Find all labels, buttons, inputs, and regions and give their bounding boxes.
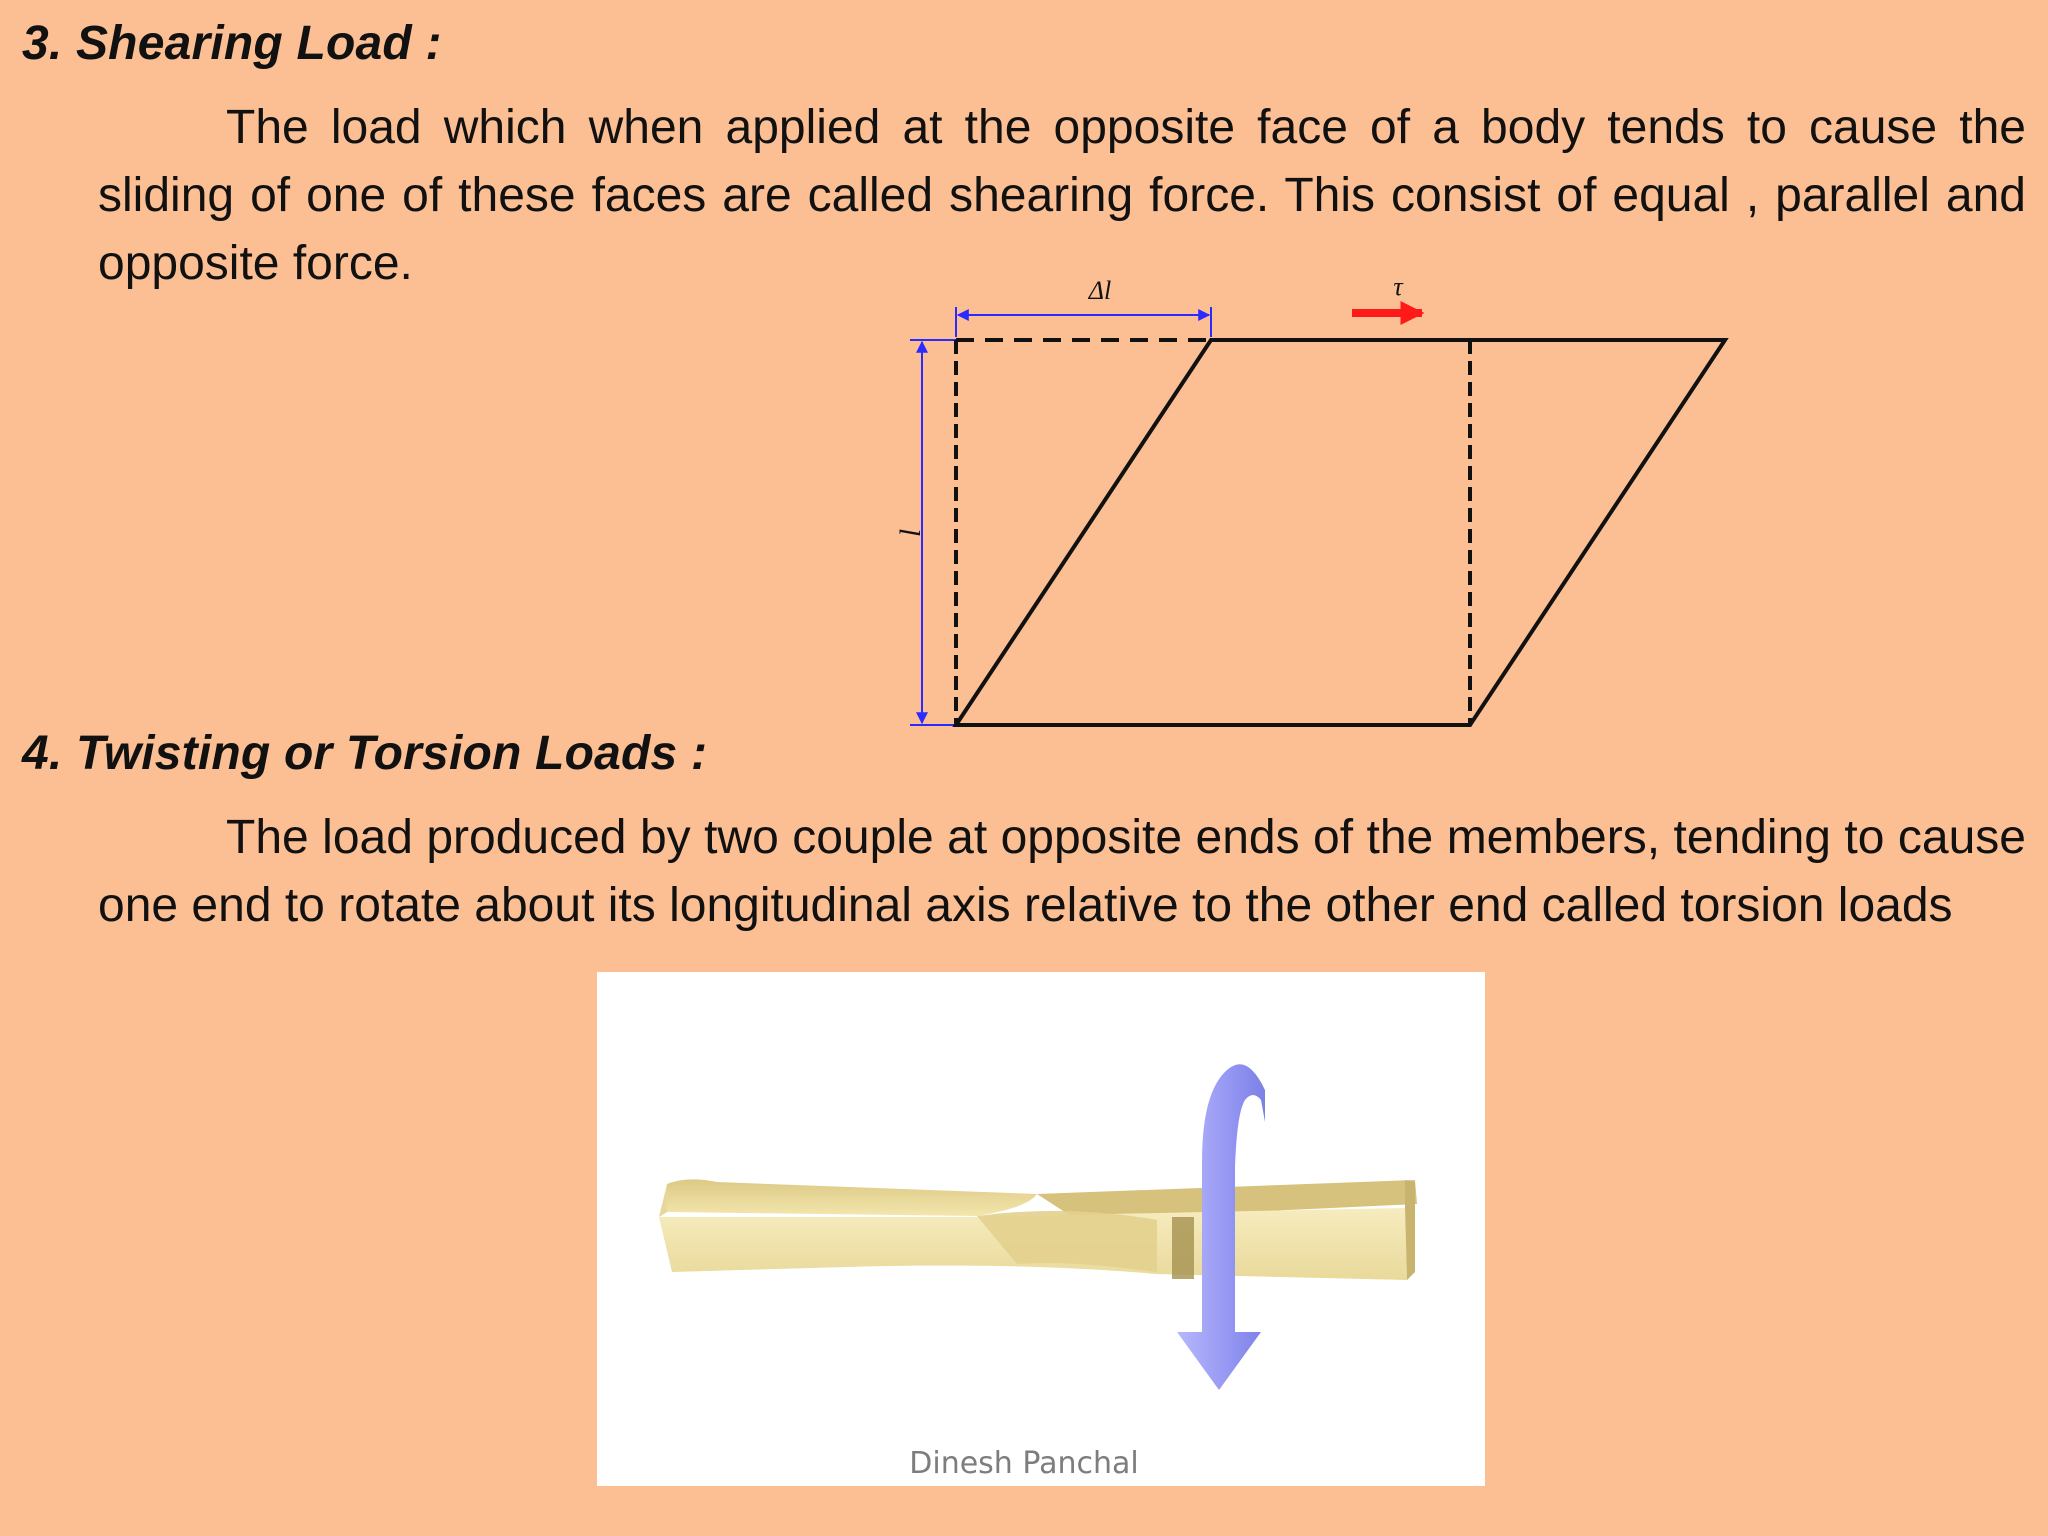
- bar-shadow-strip: [1172, 1217, 1194, 1279]
- bar-left-cap: [659, 1184, 667, 1217]
- section-4-body: The load produced by two couple at opposite ends of the members, tending to cause one end to rotate about its longitudinal axis relative to the other end called torsion loads: [98, 811, 2026, 932]
- section-3-heading: 3. Shearing Load :: [22, 17, 442, 70]
- author-credit: Dinesh Panchal: [909, 1446, 1139, 1481]
- shear-diagram: [870, 265, 1750, 735]
- sheared-parallelogram: [956, 340, 1725, 725]
- delta-label: Δl: [1088, 276, 1112, 305]
- bar-top-face: [667, 1179, 1037, 1216]
- stress-label: τ: [1393, 272, 1403, 301]
- section-3-body: The load which when applied at the opposite face of a body tends to cause the sliding of one of these faces are called shearing force. This consist of equal , parallel and opposite force.: [98, 101, 2026, 290]
- height-label: l: [894, 528, 927, 538]
- torsion-figure: [597, 972, 1485, 1486]
- section-4-heading: 4. Twisting or Torsion Loads :: [22, 727, 708, 780]
- torsion-illustration: [597, 972, 1485, 1486]
